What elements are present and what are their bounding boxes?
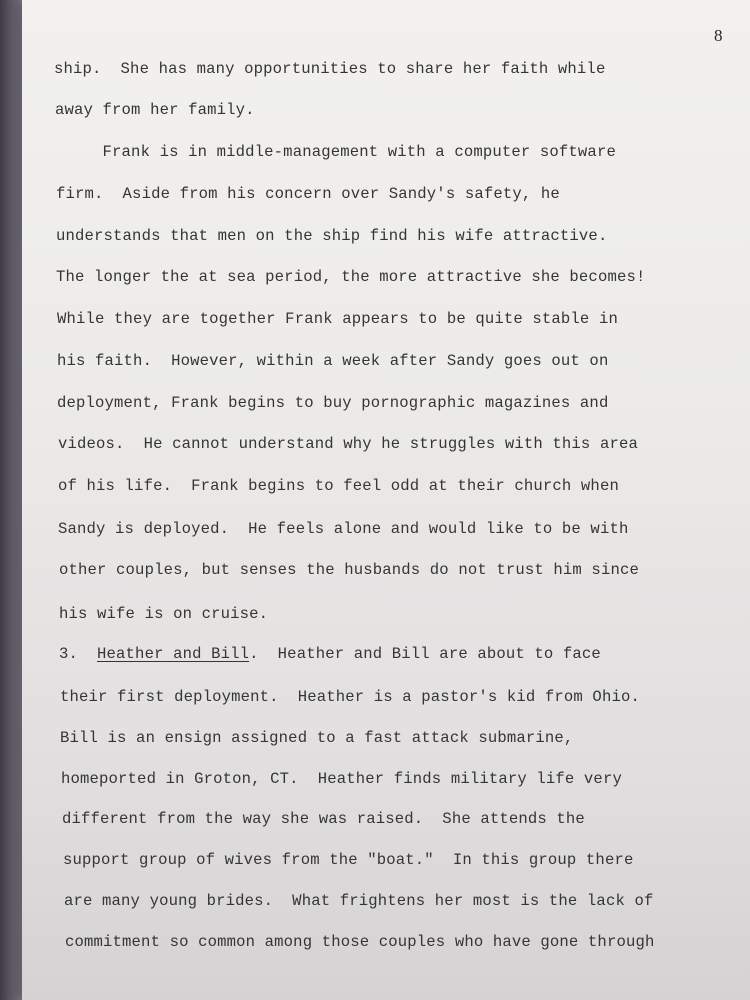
section-title: Heather and Bill (97, 645, 250, 663)
text-line: While they are together Frank appears to be quite stable in (57, 310, 618, 328)
section-3-heading-line (59, 645, 601, 663)
text-line: ship. She has many opportunities to share her faith while (54, 60, 606, 78)
section-number: 3. (59, 645, 98, 663)
text-line: other couples, but senses the husbands do not trust him since (59, 561, 639, 579)
text-line: videos. He cannot understand why he struggles with this area (58, 435, 638, 453)
text-line: homeported in Groton, CT. Heather finds military life very (61, 770, 622, 788)
text-line: his wife is on cruise. (59, 605, 269, 623)
text-line: different from the way she was raised. She attends the (62, 810, 585, 828)
text-line: understands that men on the ship find his wife attractive. (56, 227, 608, 245)
text-line: Frank is in middle-management with a computer software (55, 143, 616, 161)
document-page (22, 0, 750, 1000)
page-number: 8 (714, 26, 723, 45)
text-line: of his life. Frank begins to feel odd at their church when (58, 477, 619, 495)
text-line: his faith. However, within a week after Sandy goes out on (57, 352, 609, 370)
text-line: support group of wives from the "boat." In this group there (63, 851, 634, 869)
text-line: firm. Aside from his concern over Sandy's safety, he (56, 185, 560, 203)
text-line: The longer the at sea period, the more attractive she becomes! (56, 268, 646, 286)
text-line: their first deployment. Heather is a pastor's kid from Ohio. (60, 688, 640, 706)
text-line: away from her family. (55, 101, 255, 119)
text-line: are many young brides. What frightens her most is the lack of (64, 892, 654, 910)
text-line: Bill is an ensign assigned to a fast attack submarine, (60, 729, 574, 747)
section-lead-text: . Heather and Bill are about to face (249, 645, 601, 663)
text-line: commitment so common among those couples who have gone through (65, 933, 655, 951)
text-line: Sandy is deployed. He feels alone and would like to be with (58, 520, 629, 538)
text-line: deployment, Frank begins to buy pornographic magazines and (57, 394, 609, 412)
